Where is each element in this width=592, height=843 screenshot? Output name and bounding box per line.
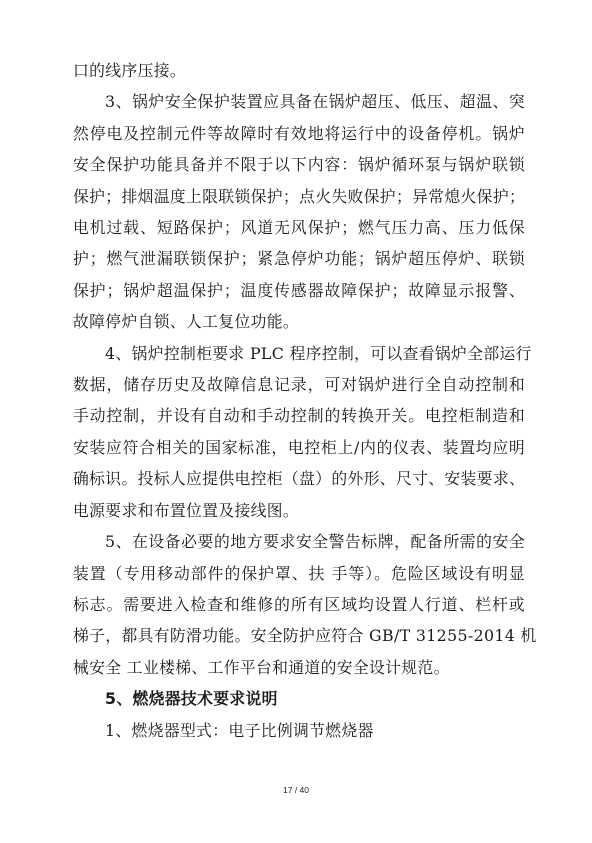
text-line: 安装应符合相关的国家标准，电控柜上/内的仪表、装置均应明 xyxy=(73,437,525,457)
text-line: 标志。需要进入检查和维修的所有区域均设置人行道、栏杆或 xyxy=(73,594,525,614)
text-line: 然停电及控制元件等故障时有效地将运行中的设备停机。锅炉 xyxy=(73,123,525,143)
text-line: 电源要求和布置位置及接线图。 xyxy=(73,500,300,520)
text-line: 械安全 工业楼梯、工作平台和通道的安全设计规范。 xyxy=(73,657,450,677)
text-line: 数据，储存历史及故障信息记录，可对锅炉进行全自动控制和 xyxy=(73,375,525,395)
paragraph-continuation xyxy=(73,55,525,86)
text-line: 故障停炉自锁、人工复位功能。 xyxy=(73,312,300,332)
section-heading: 5、燃烧器技术要求说明 xyxy=(105,689,278,709)
text-line: 1、燃烧器型式：电子比例调节燃烧器 xyxy=(105,720,374,740)
text-line: 保护；锅炉超温保护；温度传感器故障保护；故障显示报警、 xyxy=(73,280,525,300)
document-body xyxy=(73,55,537,746)
text-line: 梯子，都具有防滑功能。安全防护应符合 GB/T 31255-2014 机 xyxy=(73,626,537,646)
paragraph-subitem xyxy=(73,715,525,746)
section-heading-block xyxy=(73,683,525,714)
text-line: 电机过载、短路保护；风道无风保护；燃气压力高、压力低保 xyxy=(73,218,525,238)
text-line: 4、锅炉控制柜要求 PLC 程序控制，可以查看锅炉全部运行 xyxy=(105,343,532,363)
paragraph-item-3 xyxy=(73,86,525,337)
text-line: 3、锅炉安全保护装置应具备在锅炉超压、低压、超温、突 xyxy=(105,92,525,112)
text-line: 保护；排烟温度上限联锁保护；点火失败保护；异常熄火保护； xyxy=(73,186,526,206)
text-line: 护；燃气泄漏联锁保护；紧急停炉功能；锅炉超压停炉、联锁 xyxy=(73,249,525,269)
text-line: 装置（专用移动部件的保护罩、扶 手等）。危险区域设有明显 xyxy=(73,563,525,583)
text-line: 手动控制，并设有自动和手动控制的转换开关。电控柜制造和 xyxy=(73,406,525,426)
text-line: 5、在设备必要的地方要求安全警告标牌，配备所需的安全 xyxy=(105,532,525,552)
text-line: 口的线序压接。 xyxy=(73,61,187,80)
text-line: 安全保护功能具备并不限于以下内容：锅炉循环泵与锅炉联锁 xyxy=(73,155,525,175)
paragraph-item-5 xyxy=(73,526,537,683)
paragraph-item-4 xyxy=(73,338,532,526)
text-line: 确标识。投标人应提供电控柜（盘）的外形、尺寸、安装要求、 xyxy=(73,469,526,489)
page-number: 17 / 40 xyxy=(283,785,309,795)
